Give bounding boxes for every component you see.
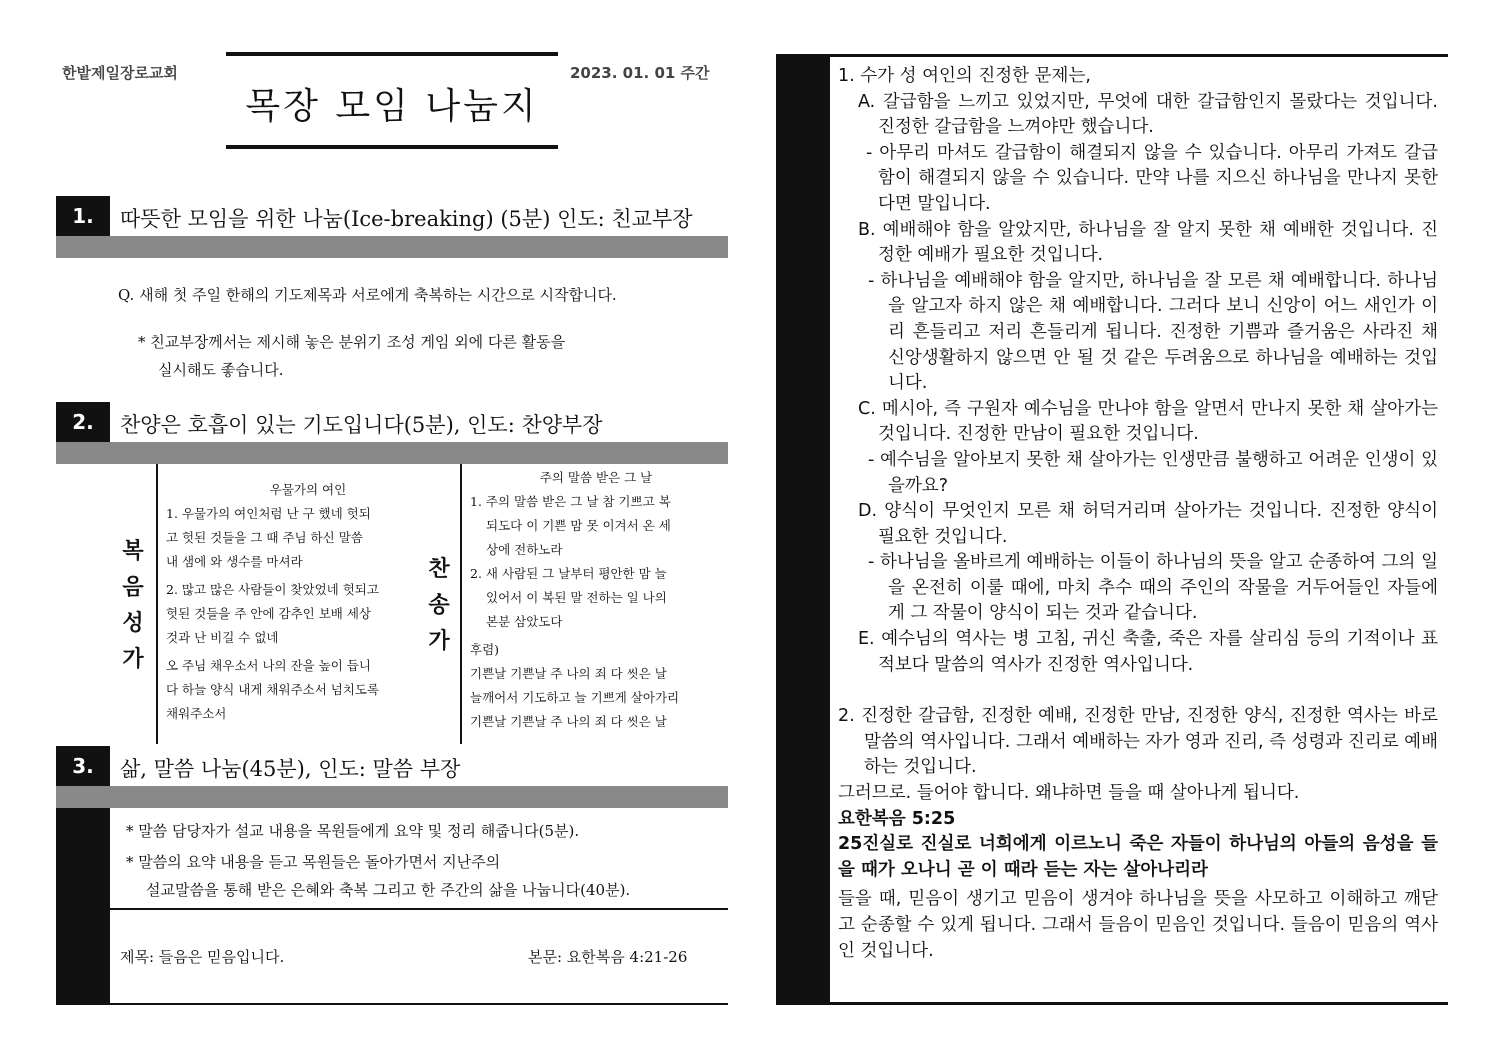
right-page-bottom-rule — [776, 1002, 1448, 1005]
point-1c: C. 메시아, 즉 구원자 예수님을 만나야 함을 알면서 만나지 못한 채 살아가는 것입니다. 진정한 만남이 필요한 것입니다. — [858, 398, 1438, 445]
right-page-top-rule — [776, 54, 1448, 57]
hymn-label: 찬 송 가 — [428, 557, 450, 654]
left-page-bottom-rule — [56, 1003, 728, 1005]
hymn-divider-right — [460, 464, 462, 744]
section1-note-line1: * 친교부장께서는 제시해 놓은 분위기 조성 게임 외에 다른 활동을 — [138, 333, 566, 351]
section3-bar — [56, 786, 728, 808]
section3-number: 3. — [56, 746, 110, 786]
bulletin-date: 2023. 01. 01 주간 — [570, 64, 710, 82]
hymn-title: 주의 말씀 받은 그 날 — [539, 470, 653, 485]
right-page-sidebar — [776, 54, 830, 1005]
section3-title: 삶, 말씀 나눔(45분), 인도: 말씀 부장 — [120, 757, 461, 781]
point-1a: A. 갈급함을 느끼고 있었지만, 무엇에 대한 갈급함인지 몰랐다는 것입니다. 진정한 갈급함을 느껴야만 했습니다. — [858, 91, 1438, 138]
section1-bar — [56, 236, 728, 258]
section3-note1: * 말씀 담당자가 설교 내용을 목원들에게 요약 및 정리 해줍니다(5분). — [126, 822, 580, 840]
point-1c-detail: - 예수님을 알아보지 못한 채 살아가는 인생만큼 불행하고 어려운 인생이 있을까요? — [868, 449, 1438, 496]
point-1a-detail: - 아무리 마셔도 갈급함이 해결되지 않을 수 있습니다. 아무리 가져도 갈급함이 해결되지 않을 수 있습니다. 만약 나를 지으신 하나님을 만나지 못한다면 말입니다. — [866, 142, 1438, 214]
point-2: 2. 진정한 갈급함, 진정한 예배, 진정한 만남, 진정한 양식, 진정한 역사는 바로 말씀의 역사입니다. 그래서 예배하는 자가 영과 진리, 즉 성령과 진리로 예배하는 것입니다. — [838, 706, 1438, 778]
title-bottom-rule — [226, 145, 558, 149]
point-1b: B. 예배해야 함을 알았지만, 하나님을 잘 알지 못한 채 예배한 것입니다. 진정한 예배가 필요한 것입니다. — [858, 219, 1438, 266]
hymn: 주의 말씀 받은 그 날 1. 주의 말씀 받은 그 날 참 기쁘고 복 되도다 이 기쁜 맘 못 이겨서 온 세 상에 전하노라 2. 새 사람된 그 날부터 평안한 맘 늘 있어서 이 복된 말 전하는 일 나의 본분 삼았도다 후렴) 기쁜날 기쁜날 주 나의 죄 다 씻은 날 늘깨어서 기도하고 늘 기쁘게 살아가리 기쁜날 기쁜날 주 나의 죄 다 씻은 날 — [470, 466, 722, 734]
point-1d: D. 양식이 무엇인지 모른 채 허덕거리며 살아가는 것입니다. 진정한 양식이 필요한 것입니다. — [858, 501, 1438, 547]
section1-question: Q. 새해 첫 주일 한해의 기도제목과 서로에게 축복하는 시간으로 시작합니다. — [118, 286, 617, 304]
section1-title: 따뜻한 모임을 위한 나눔(Ice-breaking) (5분) 인도: 친교부장 — [120, 207, 693, 231]
sermon-title: 제목: 들음은 믿음입니다. — [120, 948, 285, 966]
gospel-song: 우물가의 여인 1. 우물가의 여인처럼 난 구 했네 헛되 고 헛된 것들을 그 때 주님 하신 말씀 내 샘에 와 생수를 마셔라 2. 많고 많은 사람들이 찾았었네 헛되고 헛된 것들을 주 안에 감추인 보배 세상 것과 난 비길 수 없네 오 주님 채우소서 나의 잔을 높이 듭니 다 하늘 양식 내게 채워주소서 넘치도록 채워주소서 — [166, 478, 450, 726]
scripture-verse: 25진실로 진실로 너희에게 이르노니 죽은 자들이 하나님의 아들의 음성을 들을 때가 오나니 곧 이 때라 듣는 자는 살아나리라 — [838, 834, 1438, 880]
scripture-reference: 요한복음 5:25 — [838, 808, 956, 829]
therefore-line: 그러므로. 들어야 합니다. 왜냐하면 들을 때 살아나게 됩니다. — [838, 783, 1300, 804]
point-1-heading: 1. 수가 성 여인의 진정한 문제는, — [838, 66, 1091, 86]
closing-paragraph: 들을 때, 믿음이 생기고 믿음이 생겨야 하나님을 뜻을 사모하고 이해하고 깨닫고 순종할 수 있게 됩니다. 그래서 들음이 믿음인 것입니다. 들음이 믿음의 역사인 것입니다. — [838, 889, 1438, 961]
section2-number: 2. — [56, 402, 110, 442]
point-1d-detail: - 하나님을 올바르게 예배하는 이들이 하나님의 뜻을 알고 순종하여 그의 일을 온전히 이룰 때에, 마치 추수 때의 주인의 작물을 거두어들인 자들에게 그 작물이 양식이 되는 것과 같습니다. — [868, 552, 1438, 624]
sermon-scripture: 본문: 요한복음 4:21-26 — [528, 948, 688, 966]
page-title: 목장 모임 나눔지 — [245, 86, 539, 127]
section2-title: 찬양은 호흡이 있는 기도입니다(5분), 인도: 찬양부장 — [120, 413, 603, 437]
section1-note-line2: 실시해도 좋습니다. — [158, 361, 284, 379]
section3-sidebar — [56, 808, 110, 1005]
point-1b-detail: - 하나님을 예배해야 함을 알지만, 하나님을 잘 모른 채 예배합니다. 하나님을 알고자 하지 않은 채 예배합니다. 그러다 보니 신앙이 어느 새인가 이리 흔들리고 저리 흔들리게 됩니다. 진정한 기쁨과 즐거움은 사라진 채 신앙생활하지 않으면 안 될 것 같은 두려움으로 하나님을 예배하는 것입니다. — [868, 270, 1438, 394]
section1-number: 1. — [56, 196, 110, 236]
section3-divider — [110, 908, 728, 910]
church-name: 한밭제일장로교회 — [62, 64, 178, 82]
section3-note2: * 말씀의 요약 내용을 듣고 목원들은 돌아가면서 지난주의 설교말씀을 통해 받은 은혜와 축복 그리고 한 주간의 삶을 나눕니다(40분). — [126, 853, 631, 899]
sermon-summary — [838, 64, 1438, 964]
gospel-song-label: 복 음 성 가 — [122, 539, 144, 672]
point-1e: E. 예수님의 역사는 병 고침, 귀신 축출, 죽은 자를 살리심 등의 기적이나 표적보다 말씀의 역사가 진정한 역사입니다. — [858, 629, 1438, 675]
gospel-song-title: 우물가의 여인 — [269, 482, 347, 497]
title-top-rule — [226, 52, 558, 56]
section1-note — [138, 328, 698, 384]
hymn-divider-left — [156, 464, 158, 744]
section2-bar — [56, 442, 728, 464]
